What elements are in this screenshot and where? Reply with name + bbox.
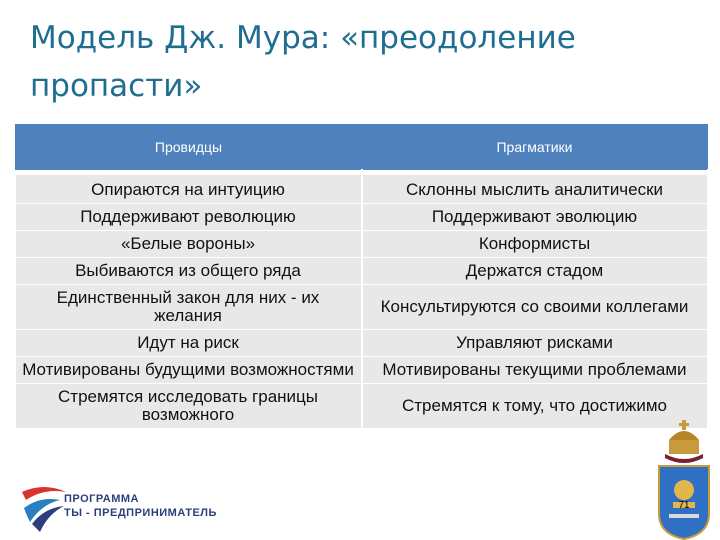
table-cell: Опираются на интуицию bbox=[16, 175, 362, 204]
comparison-table bbox=[15, 124, 709, 428]
table-cell: «Белые вороны» bbox=[16, 231, 362, 258]
table-cell: Выбиваются из общего ряда bbox=[16, 258, 362, 285]
column-header-pragmatists: Прагматики bbox=[362, 125, 708, 170]
logo-line-1: ПРОГРАММА bbox=[64, 493, 139, 505]
logo-line-2: ТЫ - ПРЕДПРИНИМАТЕЛЬ bbox=[64, 507, 217, 519]
logo-swoosh-red bbox=[22, 487, 66, 500]
table-cell: Идут на риск bbox=[16, 330, 362, 357]
table-cell: Стремятся к тому, что достижимо bbox=[362, 384, 708, 429]
table-cell: Управляют рисками bbox=[362, 330, 708, 357]
table-cell: Единственный закон для них - их желания bbox=[16, 285, 362, 330]
table-row bbox=[16, 285, 708, 330]
crown-emblem-inner bbox=[674, 480, 694, 500]
crown-icon bbox=[665, 420, 703, 463]
table-cell: Мотивированы будущими возможностями bbox=[16, 357, 362, 384]
table-row bbox=[16, 384, 708, 429]
column-header-visionaries: Провидцы bbox=[16, 125, 362, 170]
table-cell: Склонны мыслить аналитически bbox=[362, 175, 708, 204]
table-row bbox=[16, 357, 708, 384]
table-cell: Поддерживают эволюцию bbox=[362, 204, 708, 231]
table-row bbox=[16, 204, 708, 231]
page-number: 71 bbox=[678, 500, 690, 511]
table-cell: Стремятся исследовать границы возможного bbox=[16, 384, 362, 429]
table-cell: Мотивированы текущими проблемами bbox=[362, 357, 708, 384]
table-cell: Конформисты bbox=[362, 231, 708, 258]
table-cell: Консультируются со своими коллегами bbox=[362, 285, 708, 330]
logo-text bbox=[64, 492, 217, 520]
table-cell: Поддерживают революцию bbox=[16, 204, 362, 231]
table-row bbox=[16, 175, 708, 204]
table-row bbox=[16, 258, 708, 285]
table-row bbox=[16, 231, 708, 258]
table-header-row bbox=[16, 125, 708, 170]
coat-of-arms-emblem bbox=[655, 418, 713, 540]
table-row bbox=[16, 330, 708, 357]
slide-title: Модель Дж. Мура: «преодоление пропасти» bbox=[30, 20, 576, 104]
table-cell: Держатся стадом bbox=[362, 258, 708, 285]
